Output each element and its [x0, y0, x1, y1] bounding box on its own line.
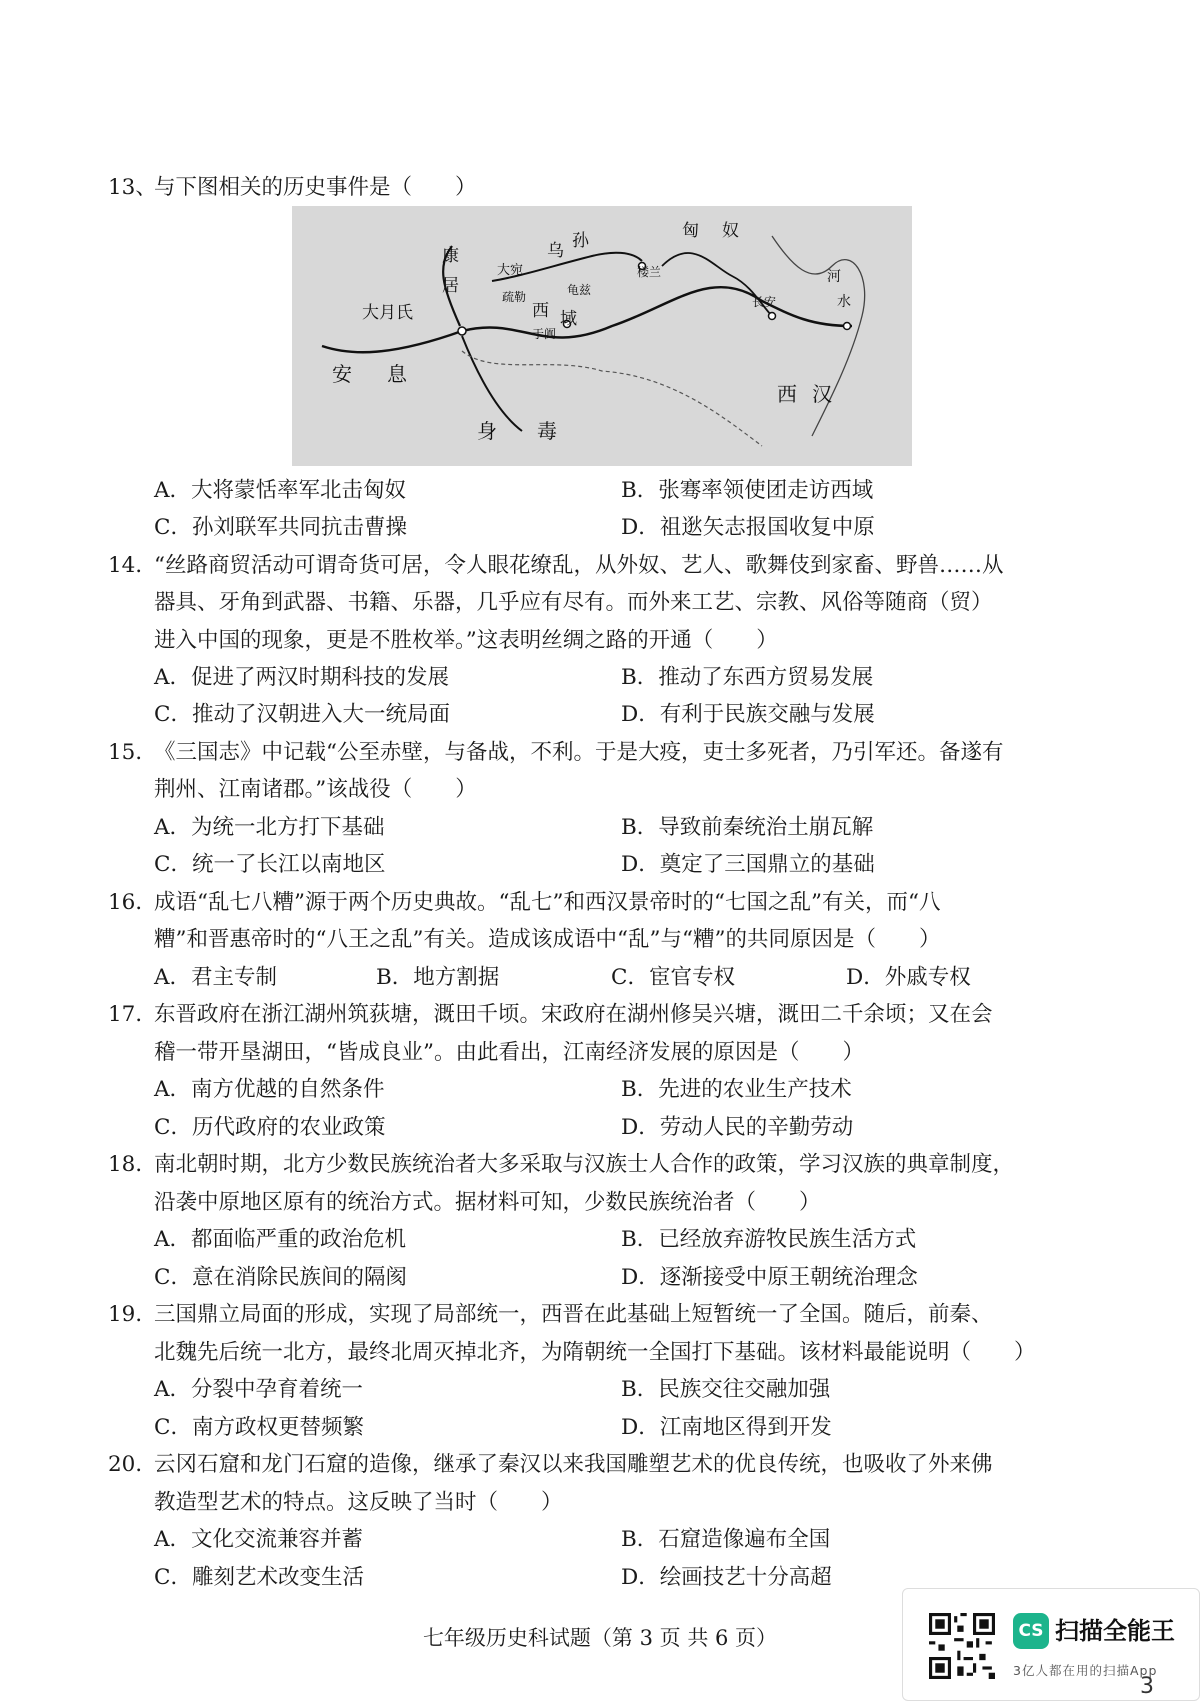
option-b[interactable]: B．推动了东西方贸易发展: [621, 665, 874, 690]
option-b[interactable]: B．先进的农业生产技术: [621, 1077, 852, 1102]
question-19-stem: [108, 1297, 1108, 1333]
question-16-options: [154, 960, 1104, 996]
map-label: 孙: [572, 231, 589, 251]
question-20-stem: [108, 1447, 1108, 1483]
option-a[interactable]: A．南方优越的自然条件: [154, 1077, 385, 1102]
silk-road-route-map: [292, 206, 912, 466]
map-label: 龟兹: [567, 283, 592, 297]
map-label: 长安: [752, 295, 777, 309]
option-b[interactable]: B．张骞率领使团走访西域: [621, 478, 874, 503]
option-c[interactable]: C．统一了长江以南地区: [154, 852, 386, 877]
question-number: 14．: [108, 553, 157, 578]
option-a[interactable]: A．文化交流兼容并蓄: [154, 1527, 364, 1552]
question-14-stem: [108, 548, 1108, 584]
question-text: 南北朝时期，北方少数民族统治者大多采取与汉族士人合作的政策，学习汉族的典章制度，: [154, 1152, 1015, 1177]
map-label: 楼兰: [637, 265, 662, 279]
question-text: 糟”和晋惠帝时的“八王之乱”有关。造成该成语中“乱”与“糟”的共同原因是（ ）: [154, 927, 941, 952]
scanner-app-badge: [902, 1588, 1200, 1701]
question-16-stem: [108, 885, 1108, 921]
map-label: 大宛: [497, 263, 524, 278]
city-marker: [769, 313, 776, 320]
option-d[interactable]: D．有利于民族交融与发展: [621, 702, 875, 727]
map-label: 匈: [682, 221, 699, 241]
question-18-options: [154, 1260, 1104, 1296]
question-number: 16．: [108, 890, 157, 915]
option-b[interactable]: B．导致前秦统治土崩瓦解: [621, 815, 874, 840]
map-label: 大月氏: [362, 303, 413, 323]
city-marker: [844, 323, 851, 330]
map-background: [292, 206, 912, 466]
question-text: 沿袭中原地区原有的统治方式。据材料可知，少数民族统治者（ ）: [154, 1190, 821, 1215]
option-d[interactable]: D．逐渐接受中原王朝统治理念: [621, 1265, 918, 1290]
option-a[interactable]: A．君主专制: [154, 965, 278, 990]
question-text: 与下图相关的历史事件是（ ）: [154, 175, 477, 200]
app-logo-icon: CS: [1013, 1613, 1049, 1649]
question-text: 东晋政府在浙江湖州筑荻塘，溉田千顷。宋政府在湖州修吴兴塘，溉田二千余顷；又在会: [154, 1002, 993, 1027]
option-d[interactable]: D．祖逖矢志报国收复中原: [621, 515, 875, 540]
option-b[interactable]: B．已经放弃游牧民族生活方式: [621, 1227, 917, 1252]
question-18-stem: [108, 1147, 1108, 1183]
option-a[interactable]: A．大将蒙恬率军北击匈奴: [154, 478, 407, 503]
question-17-options: [154, 1110, 1104, 1146]
option-c[interactable]: C．南方政权更替频繁: [154, 1415, 364, 1440]
question-text: 云冈石窟和龙门石窟的造像，继承了秦汉以来我国雕塑艺术的优良传统，也吸收了外来佛: [154, 1452, 993, 1477]
question-text: 三国鼎立局面的形成，实现了局部统一，西晋在此基础上短暂统一了全国。随后，前秦、: [154, 1302, 993, 1327]
question-text: 《三国志》中记载“公至赤壁，与备战，不利。于是大疫，吏士多死者，乃引军还。备遂有: [154, 740, 1004, 765]
map-label: 河: [827, 269, 841, 285]
map-label: 康: [442, 246, 459, 266]
map-label: 身: [477, 419, 497, 443]
question-19-options: [154, 1410, 1104, 1446]
question-number: 13、: [108, 175, 157, 200]
question-text: 北魏先后统一北方，最终北周灭掉北齐，为隋朝统一全国打下基础。该材料最能说明（ ）: [154, 1340, 1036, 1365]
option-c[interactable]: C．意在消除民族间的隔阂: [154, 1265, 407, 1290]
question-text: 器具、牙角到武器、书籍、乐器，几乎应有尽有。而外来工艺、宗教、风俗等随商（贸）: [154, 590, 993, 615]
option-d[interactable]: D．绘画技艺十分高超: [621, 1565, 832, 1590]
question-15-options: [154, 810, 1104, 846]
question-number: 15．: [108, 740, 157, 765]
map-label: 域: [560, 309, 577, 329]
question-text: 荆州、江南诸郡。”该战役（ ）: [154, 777, 477, 802]
question-text: 成语“乱七八糟”源于两个历史典故。“乱七”和西汉景帝时的“七国之乱”有关，而“八: [154, 890, 941, 915]
question-17-stem: [108, 997, 1108, 1033]
question-text: 稽一带开垦湖田，“皆成良业”。由此看出，江南经济发展的原因是（ ）: [154, 1040, 864, 1065]
question-14-options: [154, 697, 1104, 733]
option-b[interactable]: B．地方割据: [376, 965, 500, 990]
question-number: 18．: [108, 1152, 157, 1177]
question-14-options: [154, 660, 1104, 696]
question-text: 教造型艺术的特点。这反映了当时（ ）: [154, 1490, 563, 1515]
map-label: 疏勒: [502, 290, 527, 304]
map-label: 于阗: [532, 327, 557, 341]
map-label: 西: [777, 382, 797, 406]
map-label: 毒: [537, 419, 557, 443]
option-a[interactable]: A．分裂中孕育着统一: [154, 1377, 364, 1402]
option-c[interactable]: C．孙刘联军共同抗击曹操: [154, 515, 407, 540]
map-label: 息: [387, 362, 407, 386]
question-20-options: [154, 1522, 1104, 1558]
map-label: 水: [837, 294, 851, 310]
qr-code-icon: [929, 1613, 995, 1679]
map-label: 安: [332, 362, 352, 386]
option-d[interactable]: D．江南地区得到开发: [621, 1415, 832, 1440]
question-19-options: [154, 1372, 1104, 1408]
option-b[interactable]: B．石窟造像遍布全国: [621, 1527, 831, 1552]
question-13-options: [154, 510, 1104, 546]
map-label: 西: [532, 301, 549, 321]
question-13-stem: [108, 170, 1108, 206]
option-c[interactable]: C．宦官专权: [611, 965, 735, 990]
option-c[interactable]: C．雕刻艺术改变生活: [154, 1565, 364, 1590]
option-c[interactable]: C．历代政府的农业政策: [154, 1115, 386, 1140]
option-c[interactable]: C．推动了汉朝进入大一统局面: [154, 702, 450, 727]
option-d[interactable]: D．外戚专权: [846, 965, 971, 990]
question-number: 20．: [108, 1452, 157, 1477]
page-corner-number: 3: [1140, 1674, 1154, 1699]
question-17-options: [154, 1072, 1104, 1108]
option-a[interactable]: A．促进了两汉时期科技的发展: [154, 665, 450, 690]
option-a[interactable]: A．都面临严重的政治危机: [154, 1227, 407, 1252]
question-18-options: [154, 1222, 1104, 1258]
question-number: 19．: [108, 1302, 157, 1327]
question-text: 进入中国的现象，更是不胜枚举。”这表明丝绸之路的开通（ ）: [154, 628, 778, 653]
question-13-options: [154, 473, 1104, 509]
option-d[interactable]: D．劳动人民的辛勤劳动: [621, 1115, 854, 1140]
page-footer: 七年级历史科试题（第 3 页 共 6 页）: [422, 1626, 778, 1650]
option-b[interactable]: B．民族交往交融加强: [621, 1377, 831, 1402]
map-label: 汉: [812, 382, 832, 406]
map-label: 居: [442, 276, 459, 296]
question-15-options: [154, 847, 1104, 883]
question-text: “丝路商贸活动可谓奇货可居，令人眼花缭乱，从外奴、艺人、歌舞伎到家畜、野兽……从: [154, 553, 1004, 578]
map-label: 奴: [722, 221, 739, 241]
question-15-stem: [108, 735, 1108, 771]
app-name: 扫描全能王: [1055, 1617, 1175, 1645]
question-number: 17．: [108, 1002, 157, 1027]
option-a[interactable]: A．为统一北方打下基础: [154, 815, 385, 840]
app-slogan: 3亿人都在用的扫描App: [1013, 1663, 1158, 1678]
city-marker: [458, 327, 466, 335]
map-label: 乌: [547, 241, 564, 261]
option-d[interactable]: D．奠定了三国鼎立的基础: [621, 852, 875, 877]
